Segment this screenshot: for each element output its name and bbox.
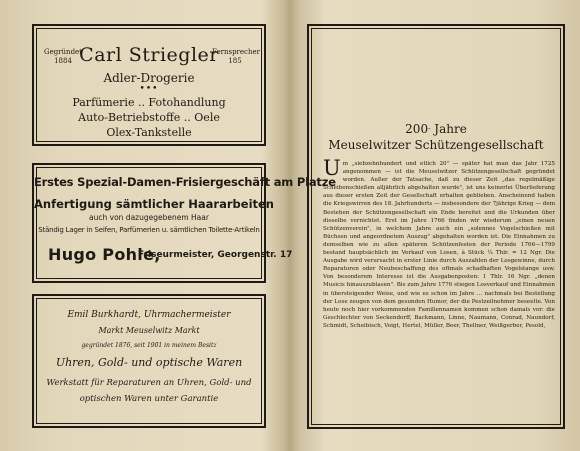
title-word: Jahre [434, 122, 467, 136]
article-subtitle: Meuselwitzer Schützengesellschaft [328, 138, 544, 152]
established-year: 1884 [54, 57, 72, 65]
ad-pohle [32, 163, 336, 283]
services-line-3: Olex-Tankstelle [106, 126, 192, 139]
right-page [290, 0, 580, 451]
business-name: Adler-Drogerie [103, 71, 195, 85]
ad-striegler [32, 24, 266, 146]
burkhardt-place: Markt Meuselwitz Markt [98, 326, 200, 335]
article-frame [307, 24, 565, 429]
article-title [309, 122, 563, 136]
drop-cap: U [323, 156, 341, 180]
article-body-text: m „siebzehnhundert und etlich 20" — später hat man das Jahr 1725 angenommen — ist die Meuselwitzer Schützengesellschaft gegründet worden. Außer der Tatsache, daß zu dieser Zeit „das regelmäßige Scheibenschießen alljährlich abgehalten wurde", ist uns keinerlei Überlieferung aus dieser ersten Zeit der Gesellschaft erhalten geblieben. Anscheinend haben die Kriegswirren des 18. Jahrhunderts — insbesondere der 7jährige Krieg — dem Bestehen der Schützengesellschaft ein Ende bereitet und die Urkunden über dieselbe vernichtet. Erst im Jahre 1766 finden wir wiederum „einen neuen Schützenverein", in welchem Jahre auch ein „solennes Vogelschießen mit Büchsen und angeordnetem Auszug" abgehalten worden ist. Die Einnahmen zu demselben wie zu allen späteren Schützenfesten der Periode 1766—1799 bestand hauptsächlich im Verkauf von Losen, à Stück ¼ Thlr. = 12 Ngr. Die Ausgabe wird verursacht in erster Linie durch Auszahlen der Losgewinne, durch Reparaturen oder Neubeschaffung des oftmals schadhaften Vogelstange usw. Von besonderem Interesse ist die Ausgabenposten: 1 Thlr. 16 Ngr. „denen Musicis hinauszublasen". Bis zum Jahre 1776 stiegen Losverkauf und Einnahmen in übersteigender Weise, und wie es schon im Jahre ... nachmals bei Bestellung der Lose zeugen von dem gesunden Humor, der die Pestzeilnehmer beseelte. Von heute noch hier vorkommenden Familiennamen kommen schon damals vor: die Geschlechter von Seckendorff, Backmann, Linne, Naumann, Conrad, Naundorf, Schmidt, Scheibisch, Voigt, Hertel, Müller, Beer, Thellner, Weißgerber, Pesold, [323, 161, 555, 329]
phone-number: 185 [228, 57, 242, 65]
pohle-name: Hugo Pohle, [48, 245, 161, 264]
business-owner-name: Carl Striegler [79, 44, 219, 66]
phone-label: Fernsprecher [212, 48, 260, 56]
title-number: 200 [405, 122, 429, 136]
pohle-headline: Erstes Spezial-Damen-Frisiergeschäft am Platze [34, 175, 336, 189]
burkhardt-products: Uhren, Gold- und optische Waren [55, 356, 243, 369]
pohle-line-1: Anfertigung sämtlicher Haararbeiten [34, 197, 274, 211]
services-line-2: Auto-Betriebstoffe .. Oele [78, 111, 220, 124]
pohle-line-3: Ständig Lager in Seifen, Parfümerien u. sämtlichen Toilette-Artikeln [38, 226, 260, 234]
ad-burkhardt [32, 294, 266, 428]
burkhardt-founded: gegründet 1876, seit 1901 in meinem Besitz [81, 342, 217, 349]
established-label: Gegründet [43, 48, 82, 56]
pohle-line-2: auch von dazugegebenem Haar [89, 213, 209, 222]
services-line-1: Parfümerie .. Fotohandlung [72, 96, 226, 109]
article-body [323, 156, 555, 330]
burkhardt-service-2: optischen Waren unter Garantie [79, 394, 219, 404]
ornament-dots: ••• [139, 84, 159, 94]
burkhardt-name: Emil Burkhardt, Uhrmachermeister [67, 310, 231, 320]
burkhardt-service-1: Werkstatt für Reparaturen an Uhren, Gold- und [46, 378, 252, 388]
title-sup: - [428, 125, 431, 133]
pohle-address: Friseurmeister, Georgenstr. 17 [138, 250, 293, 260]
